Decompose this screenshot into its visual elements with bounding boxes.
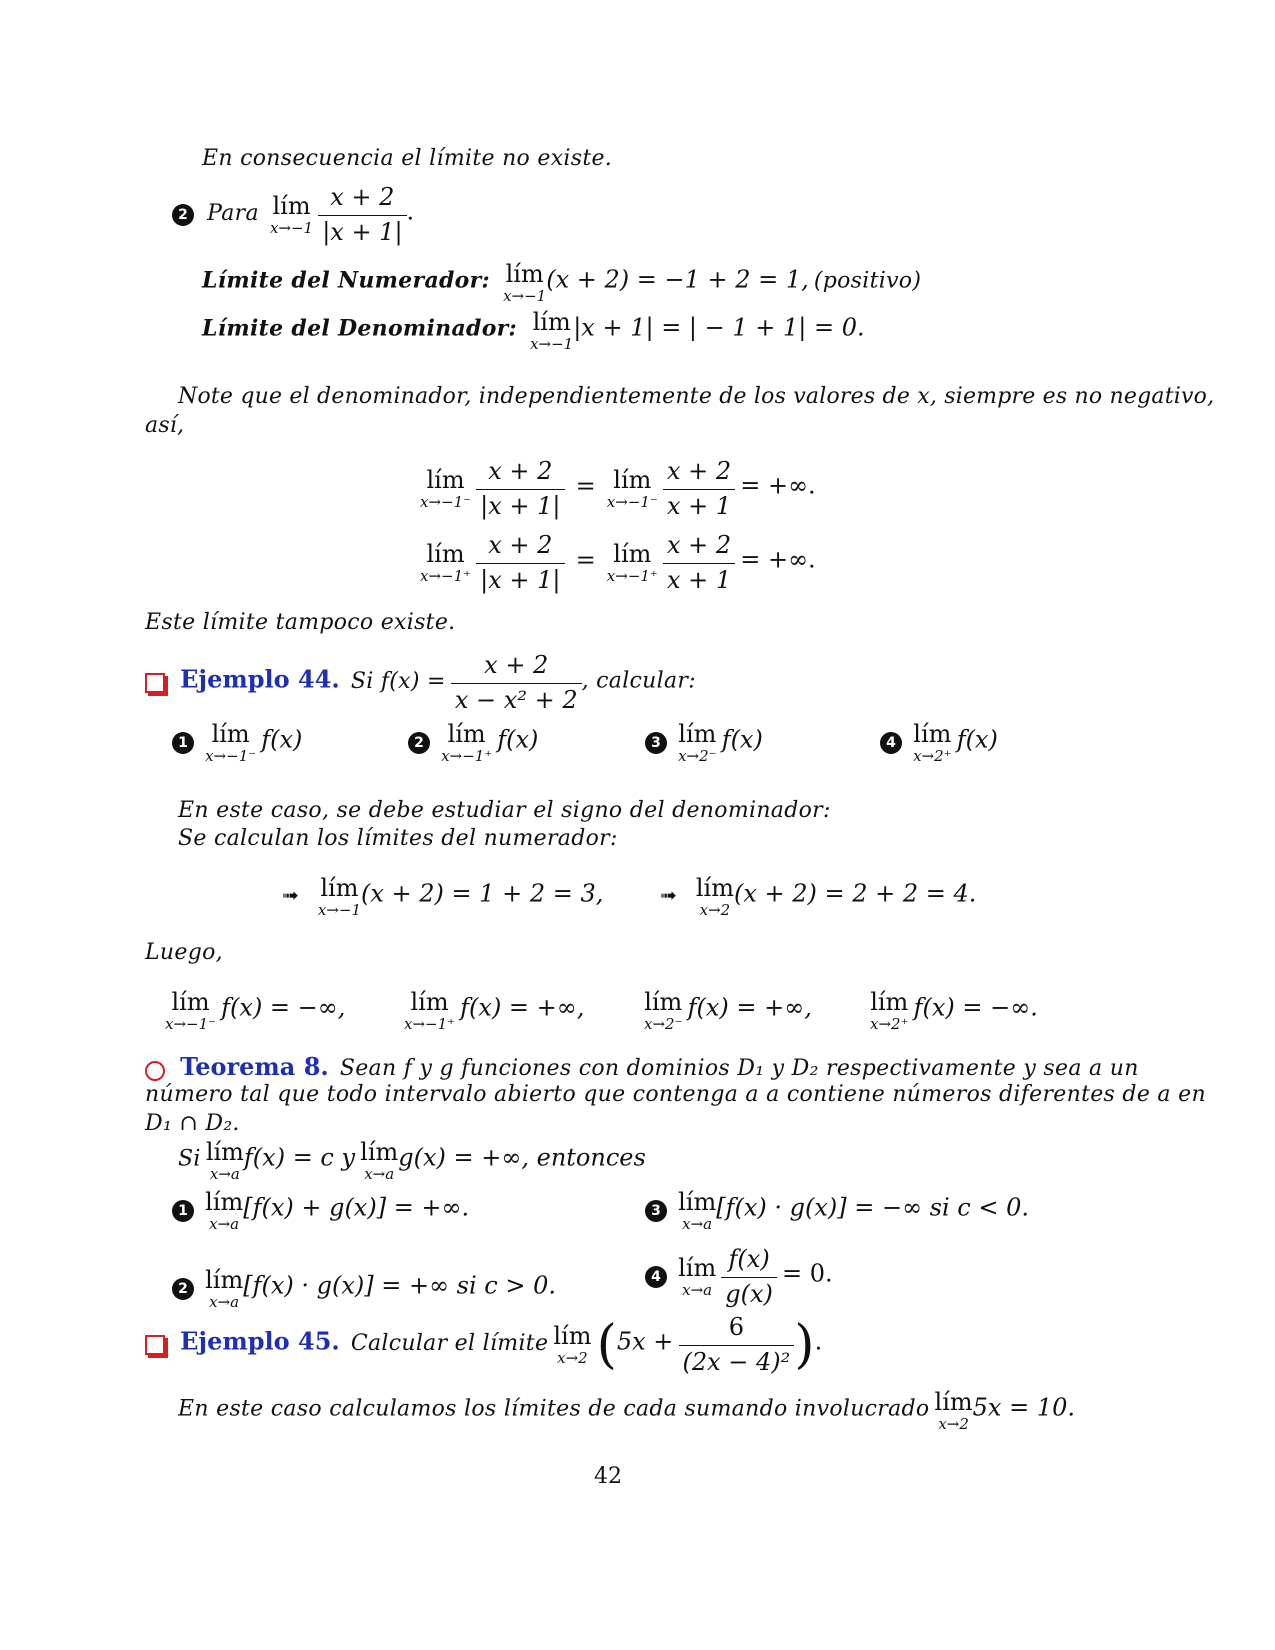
result-4 [870,990,1038,1032]
display-equation-2: lím x→−1⁺ $\frac{x + 2}{|x + 1|}$ = lím x→−1⁺ $\frac{x + 2}{x + 1}$ = +∞. [420,531,816,594]
limite-denominador-line [202,310,865,352]
ej44-item-1 [172,722,302,764]
teorema-8-line-1 [145,1052,1139,1081]
result-2 [404,990,584,1032]
expression: [f(x) · g(x)] = −∞ si c < 0. [716,1193,1030,1222]
fraction: $\frac{f(x)}{g(x)}$ [721,1246,777,1308]
expression: f(x) = +∞, [460,993,585,1022]
limit-operator: lím x→−1⁻ [420,466,472,512]
red-circle-icon [145,1061,165,1081]
limit-operator: lím x→2 [553,1322,592,1368]
bullet-2-icon: 2 [172,204,194,226]
limit-operator: lím x→−1⁻ [165,988,217,1033]
limit-operator: lím x→−1⁺ [441,720,493,765]
teorema-8-line-2: número tal que todo intervalo abierto que contenga a a contiene números diferentes de a en [145,1082,1206,1107]
arrow-right-icon: ➟ [660,882,677,907]
result-1 [165,990,345,1032]
teo-item-3 [645,1190,1029,1232]
result: = +∞. [740,471,816,500]
fraction: $\frac{x + 2}{|x + 1|}$ [318,184,406,246]
fraction: $\frac{x + 2}{x + 1}$ [663,458,735,520]
function: f(x) [956,725,998,754]
left-paren: ( [596,1315,617,1376]
fraction: $\frac{x + 2}{x + 1}$ [663,532,735,594]
term-5x: 5x + [616,1327,674,1356]
limit-operator: lím x→a [205,1138,244,1183]
caso-line-2: Se calculan los límites del numerador: [178,826,618,851]
limit-operator: lím x→2⁻ [678,720,717,765]
para-word: Para [207,200,259,226]
tampoco-text: Este límite tampoco existe. [145,610,456,635]
limit-operator: lím x→−1 [530,308,574,353]
function: f(x) [261,725,303,754]
condition-1: f(x) = c y [243,1143,356,1172]
limit-operator: lím x→−1⁺ [404,988,456,1033]
ejemplo-45 [145,1314,822,1376]
bullet-1-icon: 1 [172,1200,194,1222]
limit-operator: lím x→2 [695,874,734,919]
bullet-1-icon: 1 [172,732,194,754]
bullet-2-icon: 2 [172,1278,194,1300]
result: = +∞. [740,545,816,574]
consecuencia-text: En consecuencia el límite no existe. [202,146,613,171]
numerador-expr: (x + 2) = −1 + 2 = 1, [546,265,809,294]
expression: f(x) = +∞, [687,993,812,1022]
limit-operator: lím x→2⁻ [644,988,683,1033]
limit-operator: lím x→a [205,1266,244,1311]
ej44-item-3 [645,722,763,764]
limit-operator: lím x→2 [934,1388,973,1433]
ejemplo-44-si: Si f(x) = [350,668,446,694]
function: f(x) [721,725,763,754]
expression: (x + 2) = 1 + 2 = 3, [361,879,604,908]
fraction: $\frac{x + 2}{\text{x − x² + 2}}$ [451,652,582,714]
expression: [f(x) · g(x)] = +∞ si c > 0. [243,1271,557,1300]
bullet-4-icon: 4 [880,732,902,754]
result-3 [644,990,812,1032]
caso-line-1: En este caso, se debe estudiar el signo del denominador: [178,798,831,823]
ultimo-line [178,1390,1075,1432]
limit-operator: lím x→−1⁺ [606,540,658,586]
right-paren: ) [794,1315,815,1376]
luego-text: Luego, [145,940,223,965]
limit-operator: lím x→2⁺ [870,988,909,1033]
limit-operator: lím x→a [360,1138,399,1183]
ej44-item-2 [408,722,538,764]
period: . [814,1327,823,1356]
limit-operator: lím x→−1⁻ [205,720,257,765]
limit-operator: lím x→−1 [317,874,361,919]
bullet-3-icon: 3 [645,732,667,754]
si-word: Si [178,1146,201,1172]
display-equation-1: lím x→−1⁻ $\frac{x + 2}{|x + 1|}$ = lím x→−1⁻ $\frac{x + 2}{x + 1}$ = +∞. [420,457,816,520]
bullet-4-icon: 4 [645,1266,667,1288]
limit-operator: lím x→−1⁺ [420,540,472,586]
item-2-para [172,184,414,246]
ejemplo-44-title: Ejemplo 44. [180,664,340,694]
fraction-abs: $\frac{x + 2}{|x + 1|}$ [476,458,564,520]
bullet-3-icon: 3 [645,1200,667,1222]
teo-item-1 [172,1190,469,1232]
teorema-8-title: Teorema 8. [180,1052,329,1081]
limit-operator: lím x→−1⁻ [606,466,658,512]
red-square-icon [145,673,165,693]
limit-operator: lím x→a [678,1254,717,1300]
function: f(x) [497,725,539,754]
note-line-2: así, [145,413,185,438]
condition-2: g(x) = +∞, entonces [398,1143,646,1172]
ultimo-text: En este caso calculamos los límites de cada sumando involucrado [178,1396,930,1422]
positivo-note: (positivo) [813,268,922,294]
page-number: 42 [594,1464,622,1489]
expression: f(x) = −∞, [221,993,346,1022]
limit-operator: lím x→a [205,1188,244,1233]
denominador-expr: |x + 1| = | − 1 + 1| = 0. [573,313,865,342]
bullet-2-icon: 2 [408,732,430,754]
expression: (x + 2) = 2 + 2 = 4. [733,879,977,908]
teo-item-4 [645,1246,833,1308]
expression: f(x) = −∞. [913,993,1038,1022]
fraction: $\frac{6}{\text{(2x − 4)²}}$ [679,1314,795,1376]
denominador-label: Límite del Denominador: [202,315,517,342]
teorema-text: Sean f y g funciones con dominios D₁ y D₂ respectivamente y sea a un [339,1056,1139,1081]
arrow-item-2 [660,876,976,918]
teo-item-2 [172,1268,556,1310]
limit-operator: lím x→a [678,1188,717,1233]
teorema-hypothesis [178,1140,646,1182]
expression: 5x = 10. [972,1393,1075,1422]
arrow-right-icon: ➟ [282,882,299,907]
ejemplo-44 [145,652,696,714]
ej44-item-4 [880,722,998,764]
calcular-text: Calcular el límite [350,1330,549,1356]
limit-operator: lím x→2⁺ [913,720,952,765]
period: . [406,197,415,226]
limit-operator: lím x→−1 [269,192,314,238]
arrow-item-1 [282,876,603,918]
expression: [f(x) + g(x)] = +∞. [243,1193,470,1222]
ejemplo-45-title: Ejemplo 45. [180,1326,340,1356]
note-line-1: Note que el denominador, independientemente de los valores de x, siempre es no negativo, [178,384,1215,409]
fraction-abs: $\frac{x + 2}{|x + 1|}$ [476,532,564,594]
teorema-8-line-3: D₁ ∩ D₂. [145,1111,240,1136]
red-square-icon [145,1335,165,1355]
limite-numerador-line [202,262,921,304]
limit-operator: lím x→−1 [503,260,547,305]
expression: = 0. [782,1259,833,1288]
calcular-text: , calcular: [581,668,696,694]
numerador-label: Límite del Numerador: [202,267,490,294]
